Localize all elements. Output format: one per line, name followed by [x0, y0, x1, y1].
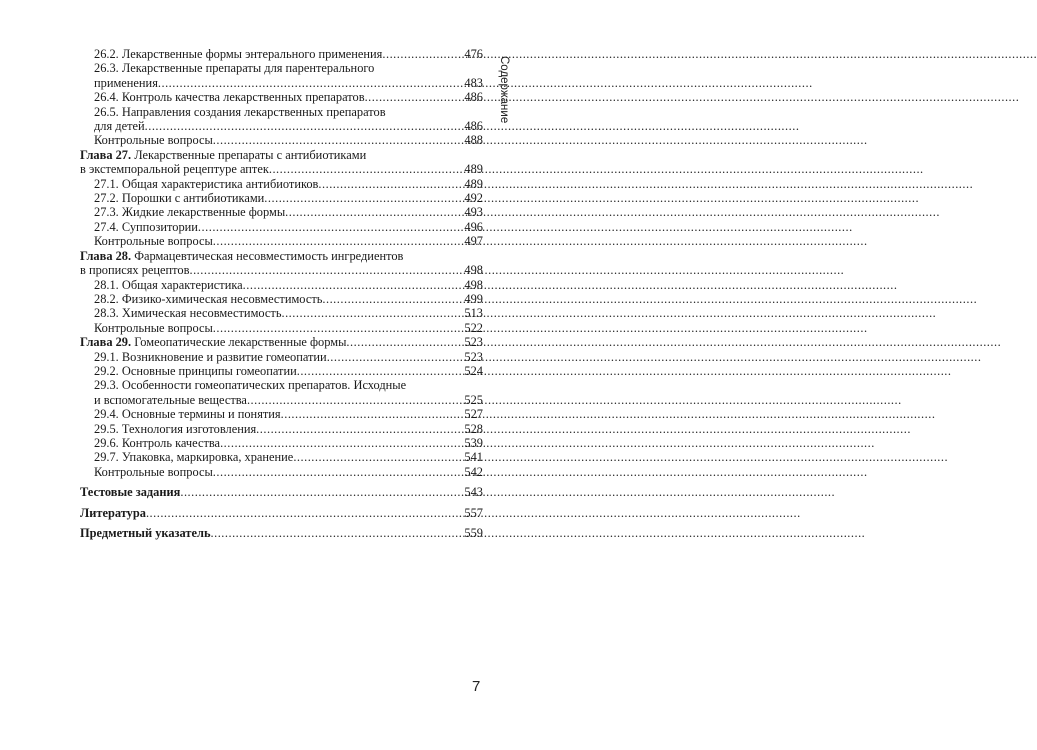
leader-dots	[322, 292, 462, 306]
toc-entry-title: и вспомогательные вещества	[94, 392, 247, 407]
leader-dots	[382, 47, 462, 61]
toc-entry-29-1	[80, 350, 483, 364]
toc-entry-title: применения	[94, 75, 158, 90]
chapter-label: Глава 28.	[80, 248, 132, 263]
toc-entry-review-29	[80, 465, 483, 479]
leader-dots	[285, 205, 462, 219]
toc-entry-title: 29.7. Упаковка, маркировка, хранение	[94, 450, 294, 465]
toc-entry-29-2	[80, 364, 483, 378]
toc-page-number: 498	[464, 263, 483, 278]
toc-entry-title: 28.2. Физико-химическая несовместимость	[94, 291, 323, 306]
toc-page-number: 525	[464, 392, 483, 407]
toc-entry-title: 26.2. Лекарственные формы энтерального применения	[94, 47, 383, 61]
toc-entry-title: в экстемпоральной рецептуре аптек	[80, 162, 269, 177]
toc-entry-27-4	[80, 220, 483, 234]
toc-entry-26-3	[80, 76, 483, 90]
leader-dots	[189, 263, 462, 277]
toc-chapter-28-line1	[80, 249, 483, 263]
leader-dots	[318, 177, 462, 191]
toc-page-number: 523	[464, 349, 483, 364]
toc-entry-title: для детей	[94, 119, 145, 134]
toc-entry-26-5	[80, 119, 483, 133]
leader-dots	[213, 321, 463, 335]
toc-entry-title: 29.6. Контроль качества	[94, 435, 221, 450]
toc-entry-title: Контрольные вопросы	[94, 234, 213, 249]
leader-dots	[327, 350, 463, 364]
toc-entry-title: Тестовые задания	[80, 485, 181, 500]
toc-entry-title: Контрольные вопросы	[94, 133, 213, 148]
toc-entry-title	[80, 335, 346, 349]
toc-entry-tests	[80, 485, 483, 499]
toc-entry-title: 28.3. Химическая несовместимость	[94, 306, 282, 321]
toc-page-number: 528	[464, 421, 483, 436]
leader-dots	[256, 422, 462, 436]
leader-dots	[146, 506, 462, 520]
running-header	[496, 56, 510, 176]
toc-chapter-27-line1	[80, 148, 483, 162]
toc-entry-title: 29.1. Возникновение и развитие гомеопатии	[94, 349, 327, 364]
toc-page-number: 542	[464, 464, 483, 479]
toc-page-number: 557	[464, 505, 483, 520]
toc-page-number: 492	[464, 191, 483, 206]
toc-chapter-28	[80, 263, 483, 277]
toc-page-number: 513	[464, 306, 483, 321]
toc-entry-title: 27.4. Суппозитории	[94, 219, 198, 234]
leader-dots	[297, 364, 463, 378]
toc-entry-27-1	[80, 177, 483, 191]
toc-page-number: 498	[464, 277, 483, 292]
toc-entry-29-3	[80, 393, 483, 407]
toc-entry-title: 27.1. Общая характеристика антибиотиков	[94, 176, 319, 191]
toc-entry-title: Литература	[80, 505, 146, 520]
toc-page-number: 483	[464, 75, 483, 90]
toc-page-number: 486	[464, 90, 483, 105]
toc-entry-literature	[80, 506, 483, 520]
leader-dots	[264, 191, 462, 205]
leader-dots	[145, 119, 463, 133]
leader-dots	[346, 335, 462, 349]
toc-entry-title: 29.5. Технология изготовления	[94, 421, 257, 436]
leader-dots	[247, 393, 462, 407]
toc-entry-title: в прописях рецептов	[80, 263, 190, 278]
leader-dots	[198, 220, 462, 234]
toc-entry-review-26	[80, 133, 483, 147]
chapter-title: Лекарственные препараты с антибиотиками	[134, 147, 367, 162]
toc-entry-26-3-line1: 26.3. Лекарственные препараты для парентерального	[94, 61, 375, 76]
leader-dots	[213, 133, 463, 147]
toc-entry-29-7	[80, 450, 483, 464]
toc-entry-28-3	[80, 306, 483, 320]
chapter-label: Глава 29.	[80, 335, 132, 350]
page-number: 7	[472, 678, 481, 695]
leader-dots	[213, 465, 463, 479]
toc-entry-29-5	[80, 422, 483, 436]
toc-chapter-27	[80, 162, 483, 176]
toc-chapter-29	[80, 335, 483, 349]
toc-entry-29-6	[80, 436, 483, 450]
toc-entry-title: 28.1. Общая характеристика	[94, 277, 243, 292]
toc-entry-title: Контрольные вопросы	[94, 320, 213, 335]
toc-entry-review-28	[80, 321, 483, 335]
leader-dots	[158, 76, 463, 90]
leader-dots	[281, 306, 462, 320]
leader-dots	[293, 450, 462, 464]
toc-entry-title: Предметный указатель	[80, 526, 211, 540]
toc-page-number: 541	[464, 450, 483, 465]
toc-entry-title: 29.4. Основные термины и понятия	[94, 407, 281, 422]
toc-entry-title: 26.4. Контроль качества лекарственных препаратов	[94, 90, 365, 105]
toc-entry-28-2	[80, 292, 483, 306]
toc-entry-27-2	[80, 191, 483, 205]
running-header-label: Содержание	[498, 56, 510, 124]
toc-entry-29-4	[80, 407, 483, 421]
toc-entry-review-27	[80, 234, 483, 248]
toc-page-number: 523	[464, 335, 483, 350]
leader-dots	[243, 278, 463, 292]
toc-page-number: 499	[464, 291, 483, 306]
toc-page-number: 497	[464, 234, 483, 249]
leader-dots	[365, 90, 463, 104]
leader-dots	[213, 234, 463, 248]
toc-entry-title: 27.2. Порошки с антибиотиками	[94, 191, 265, 206]
table-of-contents	[80, 47, 483, 540]
leader-dots	[211, 526, 463, 540]
toc-entry-26-4	[80, 90, 483, 104]
toc-entry-29-3-line1: 29.3. Особенности гомеопатических препаратов. Исходные	[94, 378, 407, 393]
chapter-title: Гомеопатические лекарственные формы	[134, 335, 347, 350]
toc-page-number: 489	[464, 162, 483, 177]
toc-page-number: 488	[464, 133, 483, 148]
toc-entry-28-1	[80, 278, 483, 292]
toc-page-number: 539	[464, 435, 483, 450]
toc-page-number: 527	[464, 407, 483, 422]
toc-entry-26-2	[80, 47, 483, 61]
toc-page-number: 522	[464, 320, 483, 335]
toc-page-number: 486	[464, 119, 483, 134]
toc-entry-26-5-line1: 26.5. Направления создания лекарственных препаратов	[94, 104, 386, 119]
toc-page-number: 476	[464, 47, 483, 61]
toc-page-number: 496	[464, 219, 483, 234]
toc-page-number: 559	[464, 526, 483, 540]
leader-dots	[220, 436, 462, 450]
toc-entry-title: 29.2. Основные принципы гомеопатии	[94, 363, 297, 378]
toc-page-number: 493	[464, 205, 483, 220]
toc-entry-27-3	[80, 205, 483, 219]
toc-page-number: 543	[464, 485, 483, 500]
toc-entry-title: Контрольные вопросы	[94, 464, 213, 479]
leader-dots	[269, 162, 463, 176]
toc-page-number: 524	[464, 363, 483, 378]
leader-dots	[180, 485, 462, 499]
toc-page-number: 489	[464, 176, 483, 191]
toc-entry-title: 27.3. Жидкие лекарственные формы	[94, 205, 286, 220]
leader-dots	[281, 407, 463, 421]
chapter-title: Фармацевтическая несовместимость ингредиентов	[134, 248, 404, 263]
chapter-label: Глава 27.	[80, 147, 132, 162]
toc-entry-subject-index	[80, 526, 483, 540]
